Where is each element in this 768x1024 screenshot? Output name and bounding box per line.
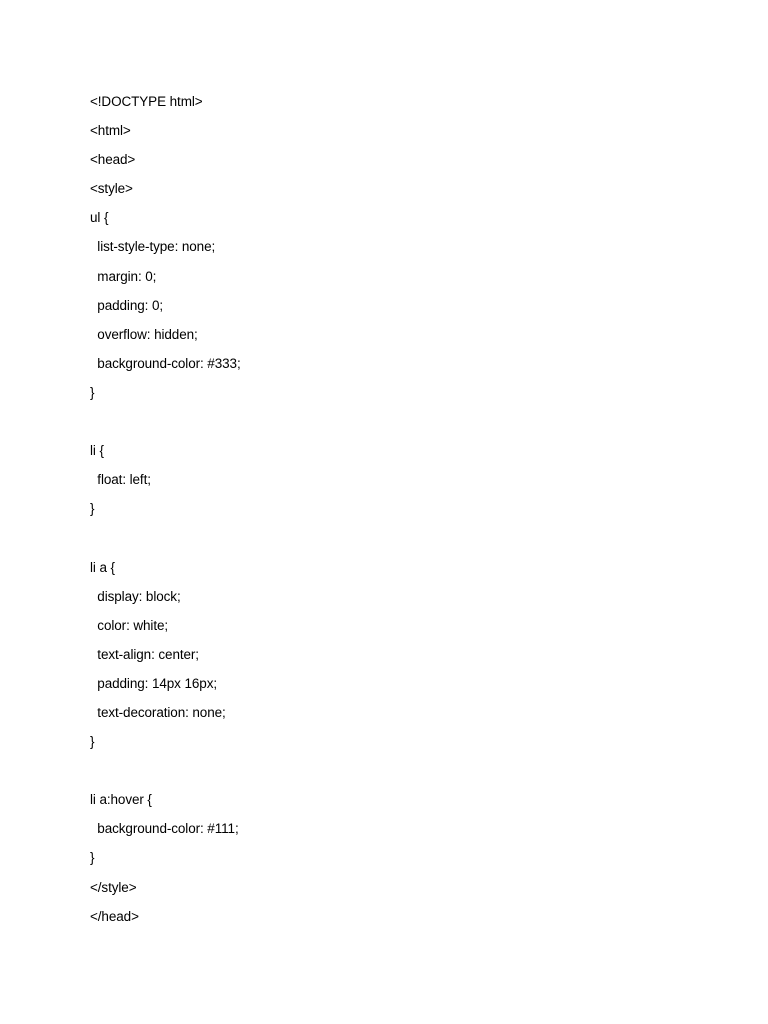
- code-line: </head>: [90, 908, 139, 924]
- code-line: margin: 0;: [90, 268, 157, 284]
- code-line: }: [90, 850, 95, 866]
- code-line: padding: 0;: [90, 297, 164, 313]
- code-text-block: [90, 90, 690, 934]
- code-line: li a {: [90, 559, 115, 575]
- code-line: li a:hover {: [90, 792, 152, 808]
- code-line: text-align: center;: [90, 646, 199, 662]
- code-line: </style>: [90, 879, 137, 895]
- blank-line: [90, 410, 690, 439]
- code-line: overflow: hidden;: [90, 326, 198, 342]
- code-line: }: [90, 734, 95, 750]
- code-line: <!DOCTYPE html>: [90, 94, 203, 109]
- blank-line: [90, 759, 690, 788]
- code-line: background-color: #111;: [90, 821, 239, 837]
- code-line: <head>: [90, 152, 136, 168]
- code-line: color: white;: [90, 617, 169, 633]
- code-line: }: [90, 501, 95, 517]
- blank-line: [90, 526, 690, 555]
- code-line: <html>: [90, 123, 131, 139]
- code-line: <style>: [90, 181, 133, 197]
- code-line: ul {: [90, 210, 109, 226]
- code-line: list-style-type: none;: [90, 239, 216, 255]
- code-line: text-decoration: none;: [90, 704, 226, 720]
- code-line: display: block;: [90, 588, 181, 604]
- code-line: li {: [90, 443, 104, 459]
- code-line: padding: 14px 16px;: [90, 675, 218, 691]
- code-line: }: [90, 384, 95, 400]
- code-line: float: left;: [90, 472, 151, 488]
- code-line: background-color: #333;: [90, 355, 241, 371]
